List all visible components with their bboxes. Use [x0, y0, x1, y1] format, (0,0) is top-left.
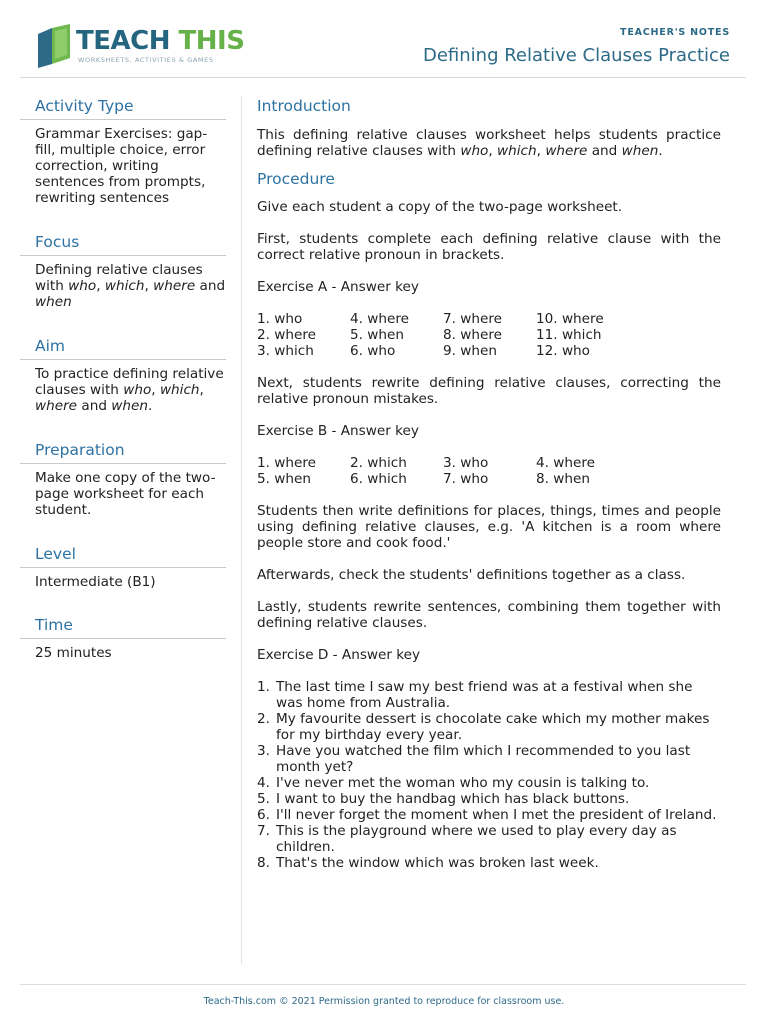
- procedure-step-6: Lastly, students rewrite sentences, combining them together with defining relative clauses.: [257, 599, 721, 631]
- exercise-a-title: Exercise A - Answer key: [257, 279, 419, 295]
- focus-heading: Focus: [20, 232, 226, 256]
- answer-row: [257, 327, 721, 343]
- answer-cell: 10. where: [536, 311, 604, 327]
- procedure-step-1: Give each student a copy of the two-page worksheet.: [257, 199, 623, 215]
- level-section: [20, 544, 226, 590]
- main-content: [257, 96, 721, 871]
- footer-copyright: Teach-This.com © 2021 Permission granted to reproduce for classroom use.: [203, 996, 565, 1007]
- list-item: 7. This is the playground where we used to play every day as children.: [257, 823, 677, 855]
- list-item: 2. My favourite dessert is chocolate cake which my mother makes for my birthday every year.: [257, 711, 710, 743]
- answer-cell: 9. when: [443, 343, 498, 359]
- answer-cell: 4. where: [536, 455, 596, 471]
- exercise-b-title: Exercise B - Answer key: [257, 423, 419, 439]
- procedure-step-3: Next, students rewrite defining relative clauses, correcting the relative pronoun mistakes.: [257, 375, 721, 407]
- list-item: 5. I want to buy the handbag which has black buttons.: [257, 791, 630, 807]
- activity-type-section: [20, 96, 226, 206]
- footer-divider: [20, 984, 746, 985]
- focus-section: [20, 232, 226, 310]
- procedure-heading: Procedure: [257, 170, 335, 188]
- preparation-section: [20, 440, 226, 518]
- time-heading: Time: [20, 615, 226, 639]
- answer-row: [257, 343, 721, 359]
- introduction-heading: Introduction: [257, 97, 351, 115]
- time-text: 25 minutes: [35, 645, 112, 661]
- list-item: 6. I'll never forget the moment when I met the president of Ireland.: [257, 807, 717, 823]
- level-text: Intermediate (B1): [35, 574, 156, 590]
- time-section: [20, 615, 226, 661]
- answer-row: [257, 311, 721, 327]
- answer-cell: 1. who: [257, 311, 303, 327]
- list-item: 3. Have you watched the film which I recommended to you last month yet?: [257, 743, 691, 775]
- exercise-b-answers: [257, 455, 721, 487]
- list-item: 4. I've never met the woman who my cousin is talking to.: [257, 775, 650, 791]
- exercise-a-answers: [257, 311, 721, 359]
- document-title: Defining Relative Clauses Practice: [422, 45, 730, 66]
- list-item: 8. That's the window which was broken last week.: [257, 855, 599, 871]
- logo-tagline: WORKSHEETS, ACTIVITIES & GAMES: [78, 56, 214, 64]
- aim-text: To practice defining relative clauses with who, which, where and when.: [35, 366, 224, 414]
- exercise-d-answers: [257, 679, 721, 871]
- header-title-block: [423, 27, 730, 66]
- answer-cell: 4. where: [350, 311, 410, 327]
- answer-cell: 3. which: [257, 343, 314, 359]
- logo-wordmark: TEACH THIS: [76, 26, 245, 56]
- column-divider: [241, 96, 242, 964]
- level-heading: Level: [20, 544, 226, 568]
- answer-cell: 2. which: [350, 455, 407, 471]
- answer-cell: 5. when: [350, 327, 405, 343]
- introduction-text: This defining relative clauses worksheet helps students practice defining relative clauses with who, which, where and when.: [257, 127, 721, 159]
- procedure-step-4: Students then write definitions for places, things, times and people using defining relative clauses, e.g. 'A kitchen is a room where people store and cook food.': [257, 503, 721, 551]
- focus-text: Defining relative clauses with who, which, where and when: [35, 262, 226, 310]
- preparation-text: Make one copy of the two-page worksheet for each student.: [35, 470, 216, 518]
- answer-cell: 6. which: [350, 471, 407, 487]
- answer-cell: 3. who: [443, 455, 489, 471]
- answer-cell: 12. who: [536, 343, 590, 359]
- book-logo-icon: [36, 24, 74, 68]
- answer-cell: 11. which: [536, 327, 602, 343]
- exercise-d-title: Exercise D - Answer key: [257, 647, 421, 663]
- answer-cell: 7. where: [443, 311, 503, 327]
- activity-type-text: Grammar Exercises: gap-fill, multiple choice, error correction, writing sentences from prompts, rewriting sentences: [35, 126, 208, 206]
- answer-cell: 8. where: [443, 327, 503, 343]
- procedure-step-2: First, students complete each defining relative clause with the correct relative pronoun in brackets.: [257, 231, 721, 263]
- list-item: 1. The last time I saw my best friend was at a festival when she was home from Australia.: [257, 679, 693, 711]
- answer-cell: 8. when: [536, 471, 591, 487]
- answer-cell: 6. who: [350, 343, 396, 359]
- answer-cell: 2. where: [257, 327, 317, 343]
- answer-row: [257, 455, 721, 471]
- answer-cell: 7. who: [443, 471, 489, 487]
- answer-row: [257, 471, 721, 487]
- answer-cell: 5. when: [257, 471, 312, 487]
- activity-type-heading: Activity Type: [20, 96, 226, 120]
- preparation-heading: Preparation: [20, 440, 226, 464]
- aim-heading: Aim: [20, 336, 226, 360]
- answer-cell: 1. where: [257, 455, 317, 471]
- teach-this-logo[interactable]: [36, 24, 245, 68]
- section-label: TEACHER'S NOTES: [620, 27, 730, 38]
- page-header: [20, 0, 746, 78]
- procedure-step-5: Afterwards, check the students' definitions together as a class.: [257, 567, 686, 583]
- aim-section: [20, 336, 226, 414]
